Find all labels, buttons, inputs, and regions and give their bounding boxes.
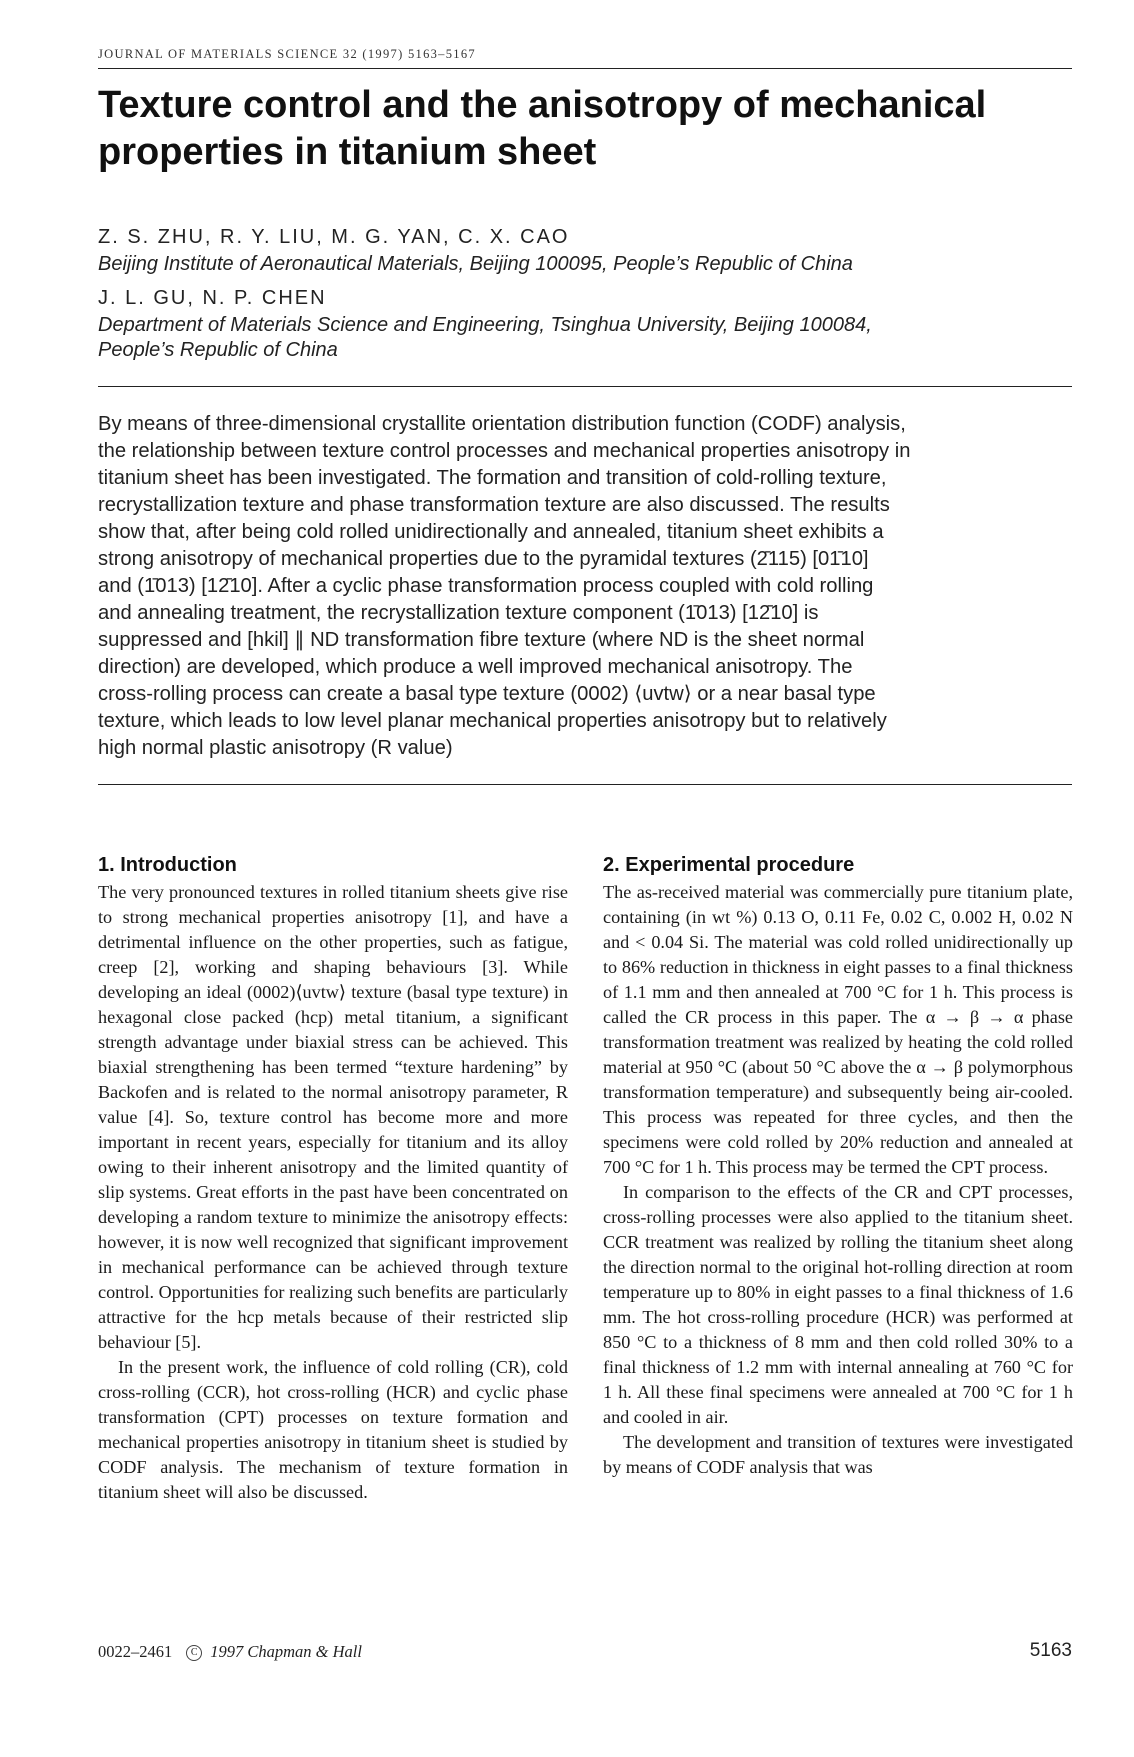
abstract-line: strong anisotropy of mechanical properties due to the pyramidal textures (2̄115) [01̄10] xyxy=(98,548,869,570)
affiliation-2 xyxy=(98,313,1088,363)
experimental-paragraph-1: The as-received material was commercially pure titanium plate, containing (in wt %) 0.13 O, 0.11 Fe, 0.02 C, 0.002 H, 0.02 N and < 0.04 Si. The material was cold rolled unidirectionally up to 86% reduction in thickness in eight passes to a final thickness of 1.1 mm and then annealed at 700 °C for 1 h. This process is called the CR process in this paper. The α → β → α phase transformation treatment was realized by heating the cold rolled material at 950 °C (about 50 °C above the α → β polymorphous transformation temperature) and subsequently being air-cooled. This process was repeated for three cycles, and then the specimens were cold rolled by 20% reduction and annealed at 700 °C for 1 h. This process may be termed the CPT process. xyxy=(603,882,1073,1177)
abstract-line: direction) are developed, which produce a well improved mechanical anisotropy. The xyxy=(98,656,853,678)
abstract-line: suppressed and [hkil] ∥ ND transformation fibre texture (where ND is the sheet normal xyxy=(98,629,865,651)
abstract-bottom-rule xyxy=(98,784,1072,785)
affiliation-1: Beijing Institute of Aeronautical Materials, Beijing 100095, People’s Republic of China xyxy=(98,253,853,275)
introduction-heading: 1. Introduction xyxy=(98,854,237,876)
experimental-paragraph-2: In comparison to the effects of the CR and CPT processes, cross-rolling processes were also applied to the titanium sheet. CCR treatment was realized by rolling the titanium sheet along the direction normal to the original hot-rolling direction at room temperature up to 80% in eight passes to a final thickness of 1.6 mm. The hot cross-rolling procedure (HCR) was performed at 850 °C to a thickness of 8 mm and then cold rolled 30% to a final thickness of 1.2 mm with internal annealing at 760 °C for 1 h. All these final specimens were annealed at 700 °C for 1 h and cooled in air. xyxy=(603,1182,1073,1427)
abstract-line: show that, after being cold rolled unidirectionally and annealed, titanium sheet exhibits a xyxy=(98,521,884,543)
page-number: 5163 xyxy=(1029,1640,1072,1661)
copyright-text: 1997 Chapman & Hall xyxy=(210,1642,362,1661)
abstract-line: the relationship between texture control processes and mechanical properties anisotropy in xyxy=(98,440,911,462)
abstract-line: and (1̄013) [12̄10]. After a cyclic phase transformation process coupled with cold rolling xyxy=(98,575,874,597)
affiliation-2-line-2: People’s Republic of China xyxy=(98,339,338,361)
abstract-line: titanium sheet has been investigated. The formation and transition of cold-rolling texture, xyxy=(98,467,887,489)
running-head: JOURNAL OF MATERIALS SCIENCE 32 (1997) 5163–5167 xyxy=(98,47,476,61)
author-group-1: Z. S. ZHU, R. Y. LIU, M. G. YAN, C. X. CAO xyxy=(98,226,570,248)
affiliation-2-line-1: Department of Materials Science and Engineering, Tsinghua University, Beijing 100084, xyxy=(98,314,872,336)
footer-citation xyxy=(98,1642,362,1662)
copyright-icon: C xyxy=(186,1645,202,1661)
paper-title xyxy=(98,82,1078,176)
header-rule xyxy=(98,68,1072,69)
abstract-top-rule xyxy=(98,386,1072,387)
experimental-heading: 2. Experimental procedure xyxy=(603,854,855,876)
introduction-paragraph-1: The very pronounced textures in rolled titanium sheets give rise to strong mechanical properties anisotropy [1], and have a detrimental influence on the other properties, such as fatigue, creep [2], working and shaping behaviours [3]. While developing an ideal (0002)⟨uvtw⟩ texture (basal type texture) in hexagonal close packed (hcp) metal titanium, a significant strength advantage under biaxial stress can be achieved. This biaxial strengthening has been termed “texture hardening” by Backofen and is related to the normal anisotropy parameter, R value [4]. So, texture control has become more and more important in recent years, especially for titanium and its alloy owing to their inherent anisotropy and the limited quantity of slip systems. Great efforts in the past have been concentrated on developing a random texture to minimize the anisotropy effects: however, it is now well recognized that significant improvement in mechanical performance can be achieved through texture control. Opportunities for realizing such benefits are particularly attractive for the hcp metals because of their restricted slip behaviour [5]. xyxy=(98,882,568,1352)
abstract-line: high normal plastic anisotropy (R value) xyxy=(98,737,453,759)
abstract-line: and annealing treatment, the recrystallization texture component (1̄013) [12̄10] is xyxy=(98,602,819,624)
abstract-line: recrystallization texture and phase transformation texture are also discussed. The results xyxy=(98,494,890,516)
abstract-line: By means of three-dimensional crystallite orientation distribution function (CODF) analysis, xyxy=(98,413,906,435)
issn: 0022–2461 xyxy=(98,1642,173,1661)
introduction-column xyxy=(98,853,568,1505)
abstract xyxy=(98,411,1074,762)
title-line-1: Texture control and the anisotropy of mechanical xyxy=(98,84,987,126)
author-group-2: J. L. GU, N. P. CHEN xyxy=(98,287,327,309)
experimental-column xyxy=(603,853,1073,1480)
abstract-line: cross-rolling process can create a basal type texture (0002) ⟨uvtw⟩ or a near basal type xyxy=(98,683,876,705)
abstract-line: texture, which leads to low level planar mechanical properties anisotropy but to relatively xyxy=(98,710,887,732)
experimental-paragraph-3: The development and transition of textures were investigated by means of CODF analysis that was xyxy=(603,1432,1073,1477)
introduction-paragraph-2: In the present work, the influence of cold rolling (CR), cold cross-rolling (CCR), hot cross-rolling (HCR) and cyclic phase transformation (CPT) processes on texture formation and mechanical properties anisotropy in titanium sheet is studied by CODF analysis. The mechanism of texture formation in titanium sheet will also be discussed. xyxy=(98,1357,568,1502)
title-line-2: properties in titanium sheet xyxy=(98,131,597,173)
